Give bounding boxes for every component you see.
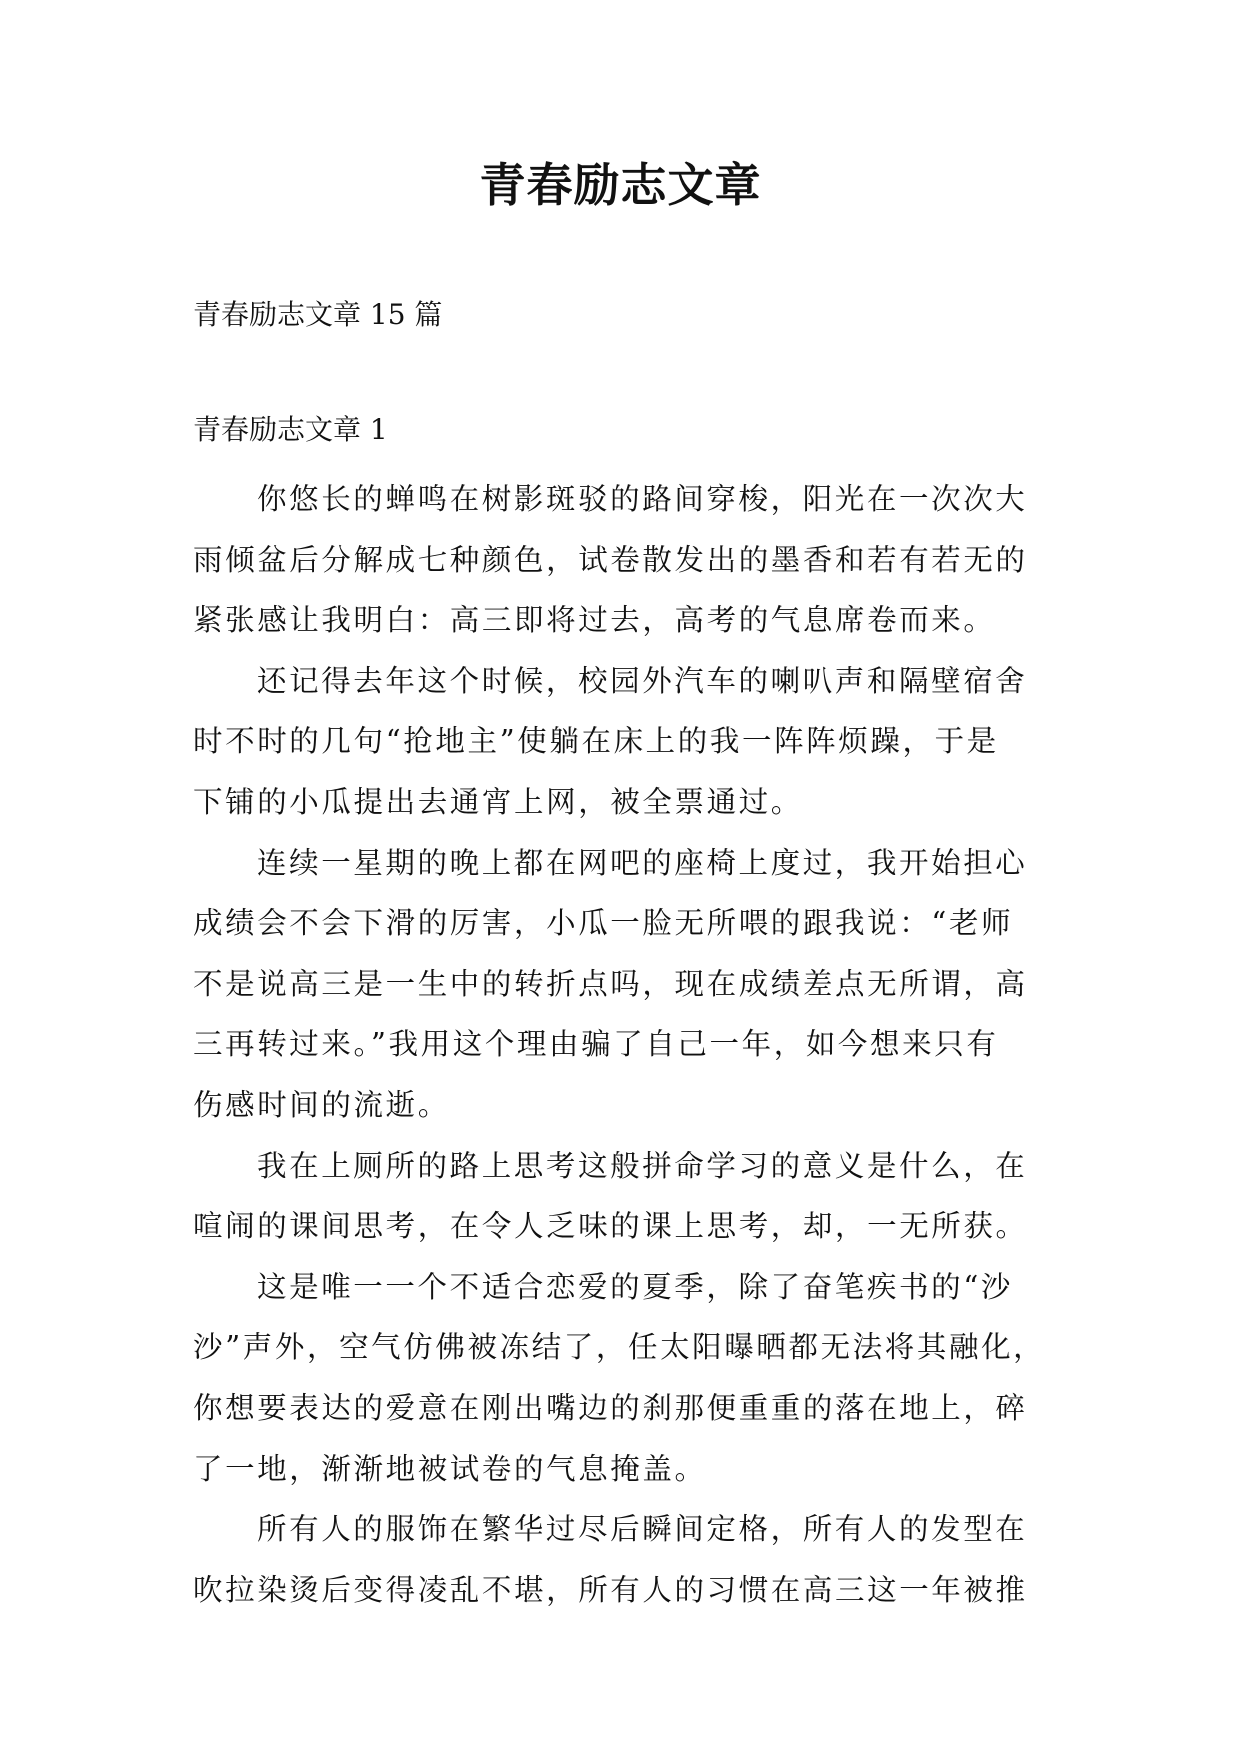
text-line: 所有人的服饰在繁华过尽后瞬间定格，所有人的发型在 <box>257 1512 1028 1547</box>
text-line: 吹拉染烫后变得凌乱不堪，所有人的习惯在高三这一年被推 <box>193 1572 1028 1607</box>
text-line: 紧张感让我明白：高三即将过去，高考的气息席卷而来。 <box>193 603 996 638</box>
text-line: 我在上厕所的路上思考这般拼命学习的意义是什么，在 <box>257 1148 1028 1183</box>
text-line: 三再转过来。”我用这个理由骗了自己一年，如今想来只有 <box>193 1027 999 1062</box>
document-title: 青春励志文章 <box>479 158 762 212</box>
text-line: 这是唯一一个不适合恋爱的夏季，除了奋笔疾书的“沙 <box>257 1269 1013 1304</box>
text-line: 了一地，渐渐地被试卷的气息掩盖。 <box>193 1451 707 1486</box>
text-line: 连续一星期的晚上都在网吧的座椅上度过，我开始担心 <box>257 845 1028 880</box>
text-line: 伤感时间的流逝。 <box>193 1087 450 1122</box>
section-heading: 青春励志文章 1 <box>193 413 388 446</box>
document-subtitle: 青春励志文章 15 篇 <box>193 298 443 331</box>
text-line: 雨倾盆后分解成七种颜色，试卷散发出的墨香和若有若无的 <box>193 542 1028 577</box>
text-line: 还记得去年这个时候，校园外汽车的喇叭声和隔壁宿舍 <box>257 663 1028 698</box>
text-line: 成绩会不会下滑的厉害，小瓜一脸无所喂的跟我说：“老师 <box>193 906 1014 941</box>
article-body <box>193 469 1063 1620</box>
text-line: 喧闹的课间思考，在令人乏味的课上思考，却，一无所获。 <box>193 1209 1028 1244</box>
text-line: 下铺的小瓜提出去通宵上网，被全票通过。 <box>193 784 803 819</box>
text-line: 沙”声外，空气仿佛被冻结了，任太阳曝晒都无法将其融化， <box>193 1330 1046 1365</box>
text-line: 你想要表达的爱意在刚出嘴边的刹那便重重的落在地上，碎 <box>193 1390 1028 1425</box>
text-line: 时不时的几句“抢地主”使躺在床上的我一阵阵烦躁，于是 <box>193 724 999 759</box>
text-line: 不是说高三是一生中的转折点吗，现在成绩差点无所谓，高 <box>193 966 1028 1001</box>
text-line: 你悠长的蝉鸣在树影斑驳的路间穿梭，阳光在一次次大 <box>257 482 1028 516</box>
